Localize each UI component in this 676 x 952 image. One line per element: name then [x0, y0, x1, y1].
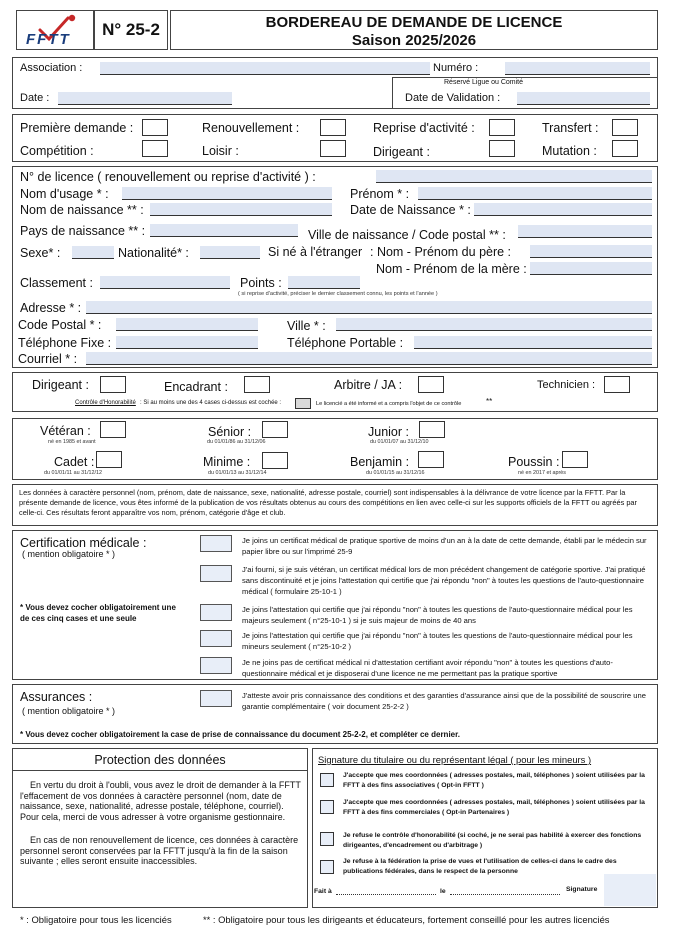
role-dirigeant-checkbox[interactable] [100, 376, 126, 393]
protection-p2: En cas de non renouvellement de licence, ces données à caractère personnel seront conservées par la FFTT jusqu'à la fin de la saison suivante ; elles seront ensuite inaccessibles. [20, 835, 299, 867]
date-label: Date : [20, 92, 50, 104]
nom-usage-field[interactable] [122, 187, 332, 200]
form-number: N° 25-2 [102, 20, 160, 39]
date-field[interactable] [58, 92, 232, 105]
classement-label: Classement : [20, 276, 93, 290]
form-title: BORDEREAU DE DEMANDE DE LICENCE [265, 14, 563, 31]
date-validation-label: Date de Validation : [405, 92, 501, 104]
signature-option-4-checkbox[interactable] [320, 860, 334, 874]
protection-section [12, 748, 308, 908]
insurance-text: J'atteste avoir pris connaissance des conditions et des garanties d'assurance ainsi que de la possibilité de souscrire une garantie complémentaire ( voir document 25-2-2 ) [242, 691, 646, 711]
pere-field[interactable] [530, 245, 652, 258]
poussin-sub: né en 2017 et après [518, 470, 566, 476]
prenom-label: Prénom * : [350, 187, 410, 201]
transfert-checkbox[interactable] [612, 119, 638, 136]
junior-checkbox[interactable] [419, 421, 445, 438]
controle-text: : Si au moins une des 4 cases ci-dessus est cochée : [140, 400, 282, 406]
medical-title: Certification médicale : [20, 536, 147, 550]
le-field[interactable] [450, 894, 560, 895]
medical-option-5-checkbox[interactable] [200, 657, 232, 674]
adresse-label: Adresse * : [20, 301, 82, 315]
sexe-label: Sexe* : [20, 246, 61, 260]
pays-naissance-field[interactable] [150, 224, 298, 237]
competition-checkbox[interactable] [142, 140, 168, 157]
sexe-field[interactable] [72, 246, 114, 259]
licence-no-field[interactable] [376, 170, 652, 183]
signature-field[interactable] [604, 874, 656, 906]
signature-option-1: J'accepte que mes coordonnées ( adresses postales, mail, téléphones ) soient utilisées par la FFTT à des fins associatives ( Opt-in FFTT ) [343, 772, 645, 789]
signature-option-1-checkbox[interactable] [320, 773, 334, 787]
nationalite-label: Nationalité* : [118, 246, 189, 260]
nom-naissance-field[interactable] [150, 203, 332, 216]
fait-field[interactable] [336, 894, 436, 895]
tel-portable-label: Téléphone Portable : [287, 336, 404, 350]
loisir-checkbox[interactable] [320, 140, 346, 157]
signature-option-4: Je refuse à la fédération la prise de vues et l'utilisation de celles-ci dans le cadre des publications fédérales, dans le respect de la personne [343, 858, 617, 875]
tel-fixe-field[interactable] [116, 336, 258, 349]
minime-checkbox[interactable] [262, 452, 288, 469]
protection-p1: En vertu du droit à l'oubli, vous avez le droit de demander à la FFTT l'effacement de vos données à caractère personnel (nom, date de naissance, sexe, nationalité, adresse postale, téléphone, courriel). Pour cela, merci de vous adresser à votre organisme gestionnaire. [20, 780, 301, 822]
association-field[interactable] [100, 62, 430, 75]
numero-field[interactable] [505, 62, 650, 75]
junior-label: Junior : [368, 425, 409, 439]
prenom-field[interactable] [418, 187, 652, 200]
points-field[interactable] [288, 276, 360, 289]
tel-portable-field[interactable] [414, 336, 652, 349]
medical-option-1: Je joins un certificat médical de pratique sportive de moins d'un an à la date de cette demande, établi par le médecin sur papier libre ou sur l'imprimé 25-9 [242, 536, 647, 556]
dirigeant-type-checkbox[interactable] [489, 140, 515, 157]
cadet-label: Cadet : [54, 455, 95, 469]
role-arbitre-label: Arbitre / JA : [334, 378, 403, 392]
role-dirigeant-label: Dirigeant : [32, 378, 89, 392]
cadet-checkbox[interactable] [96, 451, 122, 468]
mere-label: Nom - Prénom de la mère : [376, 262, 527, 276]
logo-text: FFTT [26, 31, 71, 48]
medical-subtitle: ( mention obligatoire * ) [22, 549, 116, 559]
premiere-checkbox[interactable] [142, 119, 168, 136]
courriel-field[interactable] [86, 352, 652, 365]
benjamin-checkbox[interactable] [418, 451, 444, 468]
medical-option-2-checkbox[interactable] [200, 565, 232, 582]
le-label: le [440, 888, 446, 895]
medical-option-4-checkbox[interactable] [200, 630, 232, 647]
competition-label: Compétition : [20, 144, 94, 158]
medical-option-3: Je joins l'attestation qui certifie que j'ai répondu "non" à toutes les questions de l'auto-questionnaire médical pour les majeurs seulement ( n°25-10-1 ) si je suis majeur de moins de 40 ans [242, 605, 633, 625]
benjamin-sub: du 01/01/15 au 31/12/16 [366, 470, 425, 476]
insurance-title: Assurances : [20, 690, 93, 704]
signature-option-2-checkbox[interactable] [320, 800, 334, 814]
classement-field[interactable] [100, 276, 230, 289]
reserve-hline [392, 77, 658, 78]
ville-field[interactable] [336, 318, 652, 331]
classement-note: ( si reprise d'activité, préciser le dernier classement connu, les points et l'année ) [238, 291, 438, 297]
nationalite-field[interactable] [200, 246, 260, 259]
medical-option-2: J'ai fourni, si je suis vétéran, un certificat médical lors de mon précédent changement de catégorie sportive. J'ai pratiqué sans discontinuité et je joins l'attestation qui certifie que j'ai répondu "non" à toutes les questions de l'auto-questionnaire médical ( formulaire 25-10-1 ) [242, 565, 646, 596]
reserve-note: Réservé Ligue ou Comité [444, 79, 523, 86]
renouvellement-checkbox[interactable] [320, 119, 346, 136]
protection-title: Protection des données [94, 753, 226, 767]
insurance-warning: * Vous devez cocher obligatoirement la case de prise de connaissance du document 25-2-2, et compléter ce dernier. [20, 730, 461, 739]
code-postal-label: Code Postal * : [18, 318, 102, 332]
senior-sub: du 01/01/86 au 31/12/06 [207, 439, 266, 445]
reprise-label: Reprise d'activité : [373, 121, 475, 135]
role-arbitre-checkbox[interactable] [418, 376, 444, 393]
minime-sub: du 01/01/13 au 31/12/14 [208, 470, 267, 476]
code-postal-field[interactable] [116, 318, 258, 331]
fait-label: Fait à [314, 888, 332, 895]
insurance-subtitle: ( mention obligatoire * ) [22, 706, 116, 716]
senior-checkbox[interactable] [262, 421, 288, 438]
role-technicien-label: Technicien : [537, 379, 596, 391]
footer-note-1: * : Obligatoire pour tous les licenciés [20, 914, 172, 925]
signature-option-3: Je refuse le contrôle d'honorabilité (si coché, je ne serai pas habilité à exercer des fonctions dirigeantes, d'encadrement ou d'arbitrage ) [343, 832, 642, 849]
transfert-label: Transfert : [542, 121, 599, 135]
ville-naissance-label: Ville de naissance / Code postal ** : [308, 228, 506, 242]
informe-text: Le licencié a été informé et a compris l'objet de ce contrôle [316, 401, 462, 407]
signature-option-3-checkbox[interactable] [320, 832, 334, 846]
mutation-checkbox[interactable] [612, 140, 638, 157]
role-technicien-checkbox[interactable] [604, 376, 630, 393]
dirigeant-type-label: Dirigeant : [373, 145, 430, 159]
loisir-label: Loisir : [202, 144, 239, 158]
role-encadrant-label: Encadrant : [164, 380, 228, 394]
privacy-notice-text: Les données à caractère personnel (nom, prénom, date de naissance, sexe, nationalité, adresse postale, courriel) sont indispensables à la délivrance de votre licence par la FFTT. Par la présente demande de licence, vous êtes informé de la publication de vos résultats obtenus au cours des compétitions en lien avec celle-ci sur les supports officiels de la FFTT ou agréés par celle-ci. Ces résultats feront apparaître vos nom, prénom, catégorie d'âge et club. [19, 488, 638, 517]
signature-option-2: J'accepte que mes coordonnées ( adresses postales, mail, téléphones ) soient utilisées par la FFTT à des fins commerciales ( Opt-in Partenaires ) [343, 799, 645, 816]
veteran-label: Vétéran : [40, 424, 91, 438]
poussin-checkbox[interactable] [562, 451, 588, 468]
mutation-label: Mutation : [542, 144, 597, 158]
numero-label: Numéro : [433, 62, 479, 74]
association-label: Association : [20, 62, 83, 74]
ville-label: Ville * : [287, 319, 326, 333]
courriel-label: Courriel * : [18, 352, 78, 366]
renouvellement-label: Renouvellement : [202, 121, 300, 135]
medical-option-3-checkbox[interactable] [200, 604, 232, 621]
premiere-label: Première demande : [20, 121, 134, 135]
informe-stars: ** [486, 397, 493, 406]
veteran-sub: né en 1985 et avant [48, 439, 96, 445]
date-naissance-label: Date de Naissance * : [350, 203, 471, 217]
form-season: Saison 2025/2026 [351, 32, 477, 49]
protection-title-rule [12, 770, 308, 771]
signature-label: Signature [566, 886, 598, 893]
medical-option-4: Je joins l'attestation qui certifie que j'ai répondu "non" à toutes les questions de l'auto-questionnaire médical pour les mineurs seulement ( n°25-10-2 ) [242, 631, 633, 651]
reprise-checkbox[interactable] [489, 119, 515, 136]
pays-naissance-label: Pays de naissance ** : [20, 224, 146, 238]
medical-option-1-checkbox[interactable] [200, 535, 232, 552]
footer-note-2: ** : Obligatoire pour tous les dirigeants et éducateurs, fortement conseillé pour les autres licenciés [203, 914, 610, 925]
insurance-checkbox[interactable] [200, 690, 232, 707]
signature-title: Signature du titulaire ou du représentant légal ( pour les mineurs ) [318, 754, 592, 765]
fftt-logo [22, 12, 88, 48]
date-validation-field[interactable] [517, 92, 650, 105]
ville-naissance-field[interactable] [518, 225, 652, 238]
points-label: Points : [240, 276, 282, 290]
informe-checkbox[interactable] [295, 398, 311, 409]
nom-naissance-label: Nom de naissance ** : [20, 203, 144, 217]
senior-label: Sénior : [208, 425, 252, 439]
medical-warning: * Vous devez cocher obligatoirement une de ces cinq cases et une seule [20, 603, 176, 623]
date-naissance-field[interactable] [474, 203, 652, 216]
benjamin-label: Benjamin : [350, 455, 410, 469]
veteran-checkbox[interactable] [100, 421, 126, 438]
medical-option-5: Je ne joins pas de certificat médical ni d'attestation certifiant avoir répondu "non" à toutes les questions d'auto-questionnaire médical et je disposerai d'une licence ne me permettant pas la pratique sportive [242, 658, 613, 678]
controle-label: Contrôle d'Honorabilité [75, 400, 136, 406]
adresse-field[interactable] [86, 301, 652, 314]
cadet-sub: du 01/01/11 au 31/12/12 [44, 470, 103, 476]
poussin-label: Poussin : [508, 455, 560, 469]
mere-field[interactable] [530, 262, 652, 275]
minime-label: Minime : [203, 455, 251, 469]
nom-usage-label: Nom d'usage * : [20, 187, 109, 201]
reserve-divider [392, 77, 393, 109]
tel-fixe-label: Téléphone Fixe : [18, 336, 112, 350]
pere-label: : Nom - Prénom du père : [370, 245, 512, 259]
junior-sub: du 01/01/07 au 31/12/10 [370, 439, 429, 445]
ne-etranger-label: Si né à l'étranger [268, 245, 363, 259]
licence-no-label: N° de licence ( renouvellement ou reprise d'activité ) : [20, 170, 316, 184]
role-encadrant-checkbox[interactable] [244, 376, 270, 393]
